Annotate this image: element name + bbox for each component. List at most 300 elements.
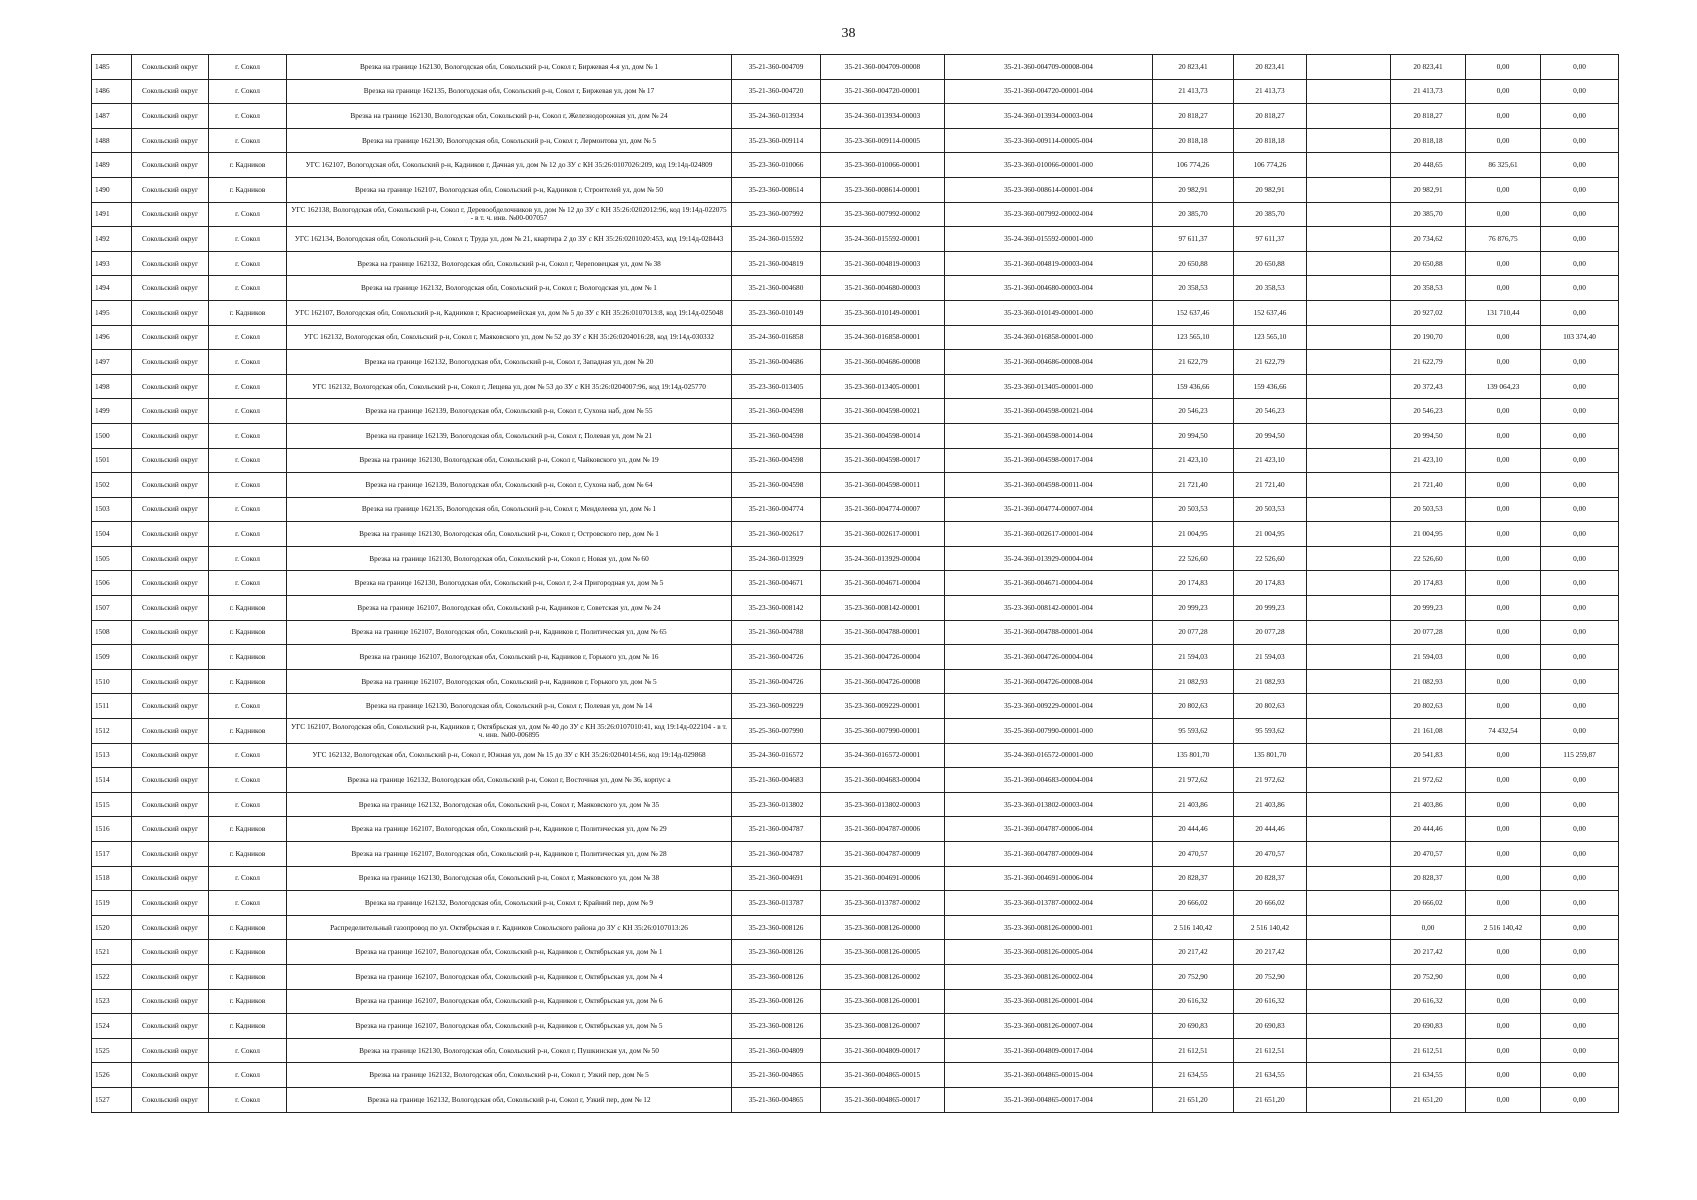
amount-part-a-cell: 21 612,51 <box>1391 1038 1466 1063</box>
district-cell: Сокольский округ <box>132 276 209 301</box>
amount-part-c-cell: 0,00 <box>1541 989 1619 1014</box>
amount-part-c-cell: 115 259,87 <box>1541 743 1619 768</box>
full-code-cell: 35-21-360-004709-00008-004 <box>945 55 1153 80</box>
table-row <box>92 202 1619 227</box>
object-code-cell: 35-21-360-004726-00004 <box>821 645 945 670</box>
object-description-cell: Врезка на границе 162107, Вологодская обл, Сокольский р-н, Кадников г, Советская ул, дом № 24 <box>287 596 732 621</box>
table-row <box>92 891 1619 916</box>
full-code-cell: 35-23-360-013787-00002-004 <box>945 891 1153 916</box>
district-cell: Сокольский округ <box>132 350 209 375</box>
table-row <box>92 350 1619 375</box>
object-description-cell: Врезка на границе 162130, Вологодская обл, Сокольский р-н, Сокол г, Биржевая 4-я ул, дом № 1 <box>287 55 732 80</box>
amount-cell: 20 358,53 <box>1234 276 1307 301</box>
amount-part-a-cell: 20 823,41 <box>1391 55 1466 80</box>
empty-cell <box>1307 915 1391 940</box>
object-description-cell: УГС 162132, Вологодская обл, Сокольский р-н, Сокол г, Южная ул, дом № 15 до ЗУ с КН 35:26:0204014:56, код 19:14д-029868 <box>287 743 732 768</box>
full-code-cell: 35-23-360-008126-00000-001 <box>945 915 1153 940</box>
amount-total-cell: 21 403,86 <box>1153 792 1234 817</box>
empty-cell <box>1307 792 1391 817</box>
amount-part-c-cell: 0,00 <box>1541 842 1619 867</box>
full-code-cell: 35-21-360-004671-00004-004 <box>945 571 1153 596</box>
object-description-cell: Врезка на границе 162107, Вологодская обл, Сокольский р-н, Кадников г, Строителей ул, дом № 50 <box>287 177 732 202</box>
locality-cell: г. Кадников <box>209 915 287 940</box>
amount-cell: 21 634,55 <box>1234 1063 1307 1088</box>
page-number: 38 <box>841 26 856 41</box>
locality-cell: г. Сокол <box>209 522 287 547</box>
amount-part-a-cell: 21 594,03 <box>1391 645 1466 670</box>
full-code-cell: 35-21-360-004865-00017-004 <box>945 1087 1153 1112</box>
amount-part-a-cell: 21 423,10 <box>1391 448 1466 473</box>
district-cell: Сокольский округ <box>132 423 209 448</box>
amount-part-c-cell: 0,00 <box>1541 374 1619 399</box>
object-description-cell: УГС 162132, Вологодская обл, Сокольский р-н, Сокол г, Лещева ул, дом № 53 до ЗУ с КН 35:26:0204007:96, код 19:14д-025770 <box>287 374 732 399</box>
locality-cell: г. Кадников <box>209 645 287 670</box>
amount-total-cell: 123 565,10 <box>1153 325 1234 350</box>
amount-part-c-cell: 0,00 <box>1541 1014 1619 1039</box>
amount-part-b-cell: 0,00 <box>1466 1087 1541 1112</box>
object-description-cell: УГС 162107, Вологодская обл, Сокольский р-н, Кадников г, Октябрьская ул, дом № 40 до ЗУ с КН 35:26:0107010:41, код 19:14д-022104 - в т. ч. инв. №00-006895 <box>287 719 732 744</box>
district-cell: Сокольский округ <box>132 645 209 670</box>
table-row <box>92 694 1619 719</box>
locality-cell: г. Сокол <box>209 694 287 719</box>
amount-cell: 21 972,62 <box>1234 768 1307 793</box>
amount-part-a-cell: 21 651,20 <box>1391 1087 1466 1112</box>
full-code-cell: 35-21-360-004787-00009-004 <box>945 842 1153 867</box>
amount-part-a-cell: 20 828,37 <box>1391 866 1466 891</box>
amount-part-b-cell: 0,00 <box>1466 620 1541 645</box>
code-cell: 35-23-360-008126 <box>732 989 821 1014</box>
locality-cell: г. Сокол <box>209 350 287 375</box>
row-number-cell: 1519 <box>92 891 132 916</box>
empty-cell <box>1307 497 1391 522</box>
full-code-cell: 35-23-360-013405-00001-000 <box>945 374 1153 399</box>
amount-part-b-cell: 0,00 <box>1466 251 1541 276</box>
empty-cell <box>1307 620 1391 645</box>
amount-part-b-cell: 0,00 <box>1466 866 1541 891</box>
amount-total-cell: 97 611,37 <box>1153 227 1234 252</box>
amount-part-c-cell: 0,00 <box>1541 448 1619 473</box>
row-number-cell: 1494 <box>92 276 132 301</box>
object-description-cell: Врезка на границе 162107, Вологодская обл, Сокольский р-н, Кадников г, Горького ул, дом № 16 <box>287 645 732 670</box>
locality-cell: г. Сокол <box>209 55 287 80</box>
amount-part-b-cell: 0,00 <box>1466 546 1541 571</box>
amount-cell: 20 818,18 <box>1234 128 1307 153</box>
amount-part-b-cell: 0,00 <box>1466 964 1541 989</box>
full-code-cell: 35-23-360-009114-00005-004 <box>945 128 1153 153</box>
amount-cell: 95 593,62 <box>1234 719 1307 744</box>
amount-part-c-cell: 0,00 <box>1541 423 1619 448</box>
amount-part-b-cell: 0,00 <box>1466 448 1541 473</box>
locality-cell: г. Сокол <box>209 448 287 473</box>
code-cell: 35-21-360-004726 <box>732 645 821 670</box>
code-cell: 35-21-360-004691 <box>732 866 821 891</box>
amount-part-a-cell: 20 358,53 <box>1391 276 1466 301</box>
amount-part-c-cell: 0,00 <box>1541 104 1619 129</box>
table-row <box>92 276 1619 301</box>
code-cell: 35-21-360-004709 <box>732 55 821 80</box>
amount-total-cell: 20 823,41 <box>1153 55 1234 80</box>
amount-total-cell: 95 593,62 <box>1153 719 1234 744</box>
amount-part-c-cell: 0,00 <box>1541 55 1619 80</box>
empty-cell <box>1307 227 1391 252</box>
code-cell: 35-23-360-008126 <box>732 1014 821 1039</box>
table-row <box>92 1063 1619 1088</box>
amount-part-a-cell: 20 818,27 <box>1391 104 1466 129</box>
amount-part-a-cell: 20 470,57 <box>1391 842 1466 867</box>
locality-cell: г. Кадников <box>209 620 287 645</box>
amount-cell: 22 526,60 <box>1234 546 1307 571</box>
code-cell: 35-21-360-004865 <box>732 1063 821 1088</box>
district-cell: Сокольский округ <box>132 79 209 104</box>
table-row <box>92 374 1619 399</box>
object-description-cell: Врезка на границе 162130, Вологодская обл, Сокольский р-н, Сокол г, Маяковского ул, дом № 38 <box>287 866 732 891</box>
amount-total-cell: 20 666,02 <box>1153 891 1234 916</box>
code-cell: 35-24-360-015592 <box>732 227 821 252</box>
amount-part-c-cell: 0,00 <box>1541 719 1619 744</box>
amount-cell: 20 174,83 <box>1234 571 1307 596</box>
row-number-cell: 1518 <box>92 866 132 891</box>
amount-part-c-cell: 0,00 <box>1541 817 1619 842</box>
amount-total-cell: 20 077,28 <box>1153 620 1234 645</box>
table-row <box>92 79 1619 104</box>
amount-cell: 21 594,03 <box>1234 645 1307 670</box>
table-row <box>92 153 1619 178</box>
amount-cell: 106 774,26 <box>1234 153 1307 178</box>
amount-part-c-cell: 0,00 <box>1541 571 1619 596</box>
locality-cell: г. Кадников <box>209 1014 287 1039</box>
amount-cell: 97 611,37 <box>1234 227 1307 252</box>
amount-part-a-cell: 21 161,08 <box>1391 719 1466 744</box>
amount-part-c-cell: 0,00 <box>1541 866 1619 891</box>
amount-part-a-cell: 20 503,53 <box>1391 497 1466 522</box>
full-code-cell: 35-21-360-004598-00011-004 <box>945 473 1153 498</box>
district-cell: Сокольский округ <box>132 55 209 80</box>
code-cell: 35-21-360-004865 <box>732 1087 821 1112</box>
empty-cell <box>1307 546 1391 571</box>
amount-part-c-cell: 0,00 <box>1541 497 1619 522</box>
code-cell: 35-21-360-004683 <box>732 768 821 793</box>
full-code-cell: 35-21-360-004774-00007-004 <box>945 497 1153 522</box>
code-cell: 35-21-360-004598 <box>732 448 821 473</box>
object-code-cell: 35-23-360-008126-00000 <box>821 915 945 940</box>
amount-part-b-cell: 0,00 <box>1466 645 1541 670</box>
amount-part-c-cell: 0,00 <box>1541 596 1619 621</box>
amount-total-cell: 21 972,62 <box>1153 768 1234 793</box>
amount-part-a-cell: 20 734,62 <box>1391 227 1466 252</box>
amount-total-cell: 20 444,46 <box>1153 817 1234 842</box>
code-cell: 35-23-360-008142 <box>732 596 821 621</box>
full-code-cell: 35-21-360-004726-00008-004 <box>945 669 1153 694</box>
amount-part-a-cell: 21 721,40 <box>1391 473 1466 498</box>
full-code-cell: 35-21-360-004726-00004-004 <box>945 645 1153 670</box>
full-code-cell: 35-23-360-008126-00005-004 <box>945 940 1153 965</box>
amount-part-a-cell: 21 622,79 <box>1391 350 1466 375</box>
district-cell: Сокольский округ <box>132 522 209 547</box>
locality-cell: г. Сокол <box>209 374 287 399</box>
row-number-cell: 1493 <box>92 251 132 276</box>
row-number-cell: 1525 <box>92 1038 132 1063</box>
row-number-cell: 1504 <box>92 522 132 547</box>
table-row <box>92 448 1619 473</box>
code-cell: 35-21-360-004598 <box>732 399 821 424</box>
amount-part-a-cell: 0,00 <box>1391 915 1466 940</box>
row-number-cell: 1514 <box>92 768 132 793</box>
object-code-cell: 35-24-360-015592-00001 <box>821 227 945 252</box>
district-cell: Сокольский округ <box>132 891 209 916</box>
amount-total-cell: 20 217,42 <box>1153 940 1234 965</box>
district-cell: Сокольский округ <box>132 989 209 1014</box>
object-code-cell: 35-23-360-013405-00001 <box>821 374 945 399</box>
empty-cell <box>1307 55 1391 80</box>
amount-part-a-cell: 20 546,23 <box>1391 399 1466 424</box>
district-cell: Сокольский округ <box>132 596 209 621</box>
empty-cell <box>1307 448 1391 473</box>
row-number-cell: 1524 <box>92 1014 132 1039</box>
amount-total-cell: 22 526,60 <box>1153 546 1234 571</box>
amount-part-b-cell: 0,00 <box>1466 423 1541 448</box>
amount-part-a-cell: 21 082,93 <box>1391 669 1466 694</box>
amount-part-a-cell: 20 174,83 <box>1391 571 1466 596</box>
amount-total-cell: 20 546,23 <box>1153 399 1234 424</box>
code-cell: 35-21-360-004598 <box>732 473 821 498</box>
amount-part-b-cell: 0,00 <box>1466 1014 1541 1039</box>
amount-total-cell: 21 413,73 <box>1153 79 1234 104</box>
object-description-cell: Врезка на границе 162139, Вологодская обл, Сокольский р-н, Сокол г, Сухона наб, дом № 55 <box>287 399 732 424</box>
code-cell: 35-21-360-004686 <box>732 350 821 375</box>
amount-total-cell: 106 774,26 <box>1153 153 1234 178</box>
object-description-cell: Врезка на границе 162132, Вологодская обл, Сокольский р-н, Сокол г, Восточная ул, дом № 36, корпус а <box>287 768 732 793</box>
object-description-cell: Врезка на границе 162107, Вологодская обл, Сокольский р-н, Кадников г, Горького ул, дом № 5 <box>287 669 732 694</box>
object-code-cell: 35-23-360-013802-00003 <box>821 792 945 817</box>
table-row <box>92 1087 1619 1112</box>
full-code-cell: 35-24-360-013929-00004-004 <box>945 546 1153 571</box>
code-cell: 35-21-360-002617 <box>732 522 821 547</box>
district-cell: Сокольский округ <box>132 792 209 817</box>
object-code-cell: 35-23-360-008126-00002 <box>821 964 945 989</box>
table-row <box>92 866 1619 891</box>
amount-part-c-cell: 0,00 <box>1541 546 1619 571</box>
amount-cell: 21 423,10 <box>1234 448 1307 473</box>
row-number-cell: 1503 <box>92 497 132 522</box>
amount-total-cell: 20 385,70 <box>1153 202 1234 227</box>
object-code-cell: 35-25-360-007990-00001 <box>821 719 945 744</box>
amount-part-c-cell: 0,00 <box>1541 128 1619 153</box>
table-row <box>92 300 1619 325</box>
amount-part-a-cell: 20 372,43 <box>1391 374 1466 399</box>
district-cell: Сокольский округ <box>132 940 209 965</box>
code-cell: 35-21-360-004671 <box>732 571 821 596</box>
row-number-cell: 1488 <box>92 128 132 153</box>
district-cell: Сокольский округ <box>132 669 209 694</box>
row-number-cell: 1520 <box>92 915 132 940</box>
amount-part-c-cell: 0,00 <box>1541 153 1619 178</box>
amount-cell: 20 752,90 <box>1234 964 1307 989</box>
full-code-cell: 35-24-360-013934-00003-004 <box>945 104 1153 129</box>
amount-part-c-cell: 0,00 <box>1541 940 1619 965</box>
district-cell: Сокольский округ <box>132 374 209 399</box>
locality-cell: г. Сокол <box>209 104 287 129</box>
object-code-cell: 35-21-360-004787-00006 <box>821 817 945 842</box>
locality-cell: г. Сокол <box>209 743 287 768</box>
object-code-cell: 35-21-360-004598-00021 <box>821 399 945 424</box>
district-cell: Сокольский округ <box>132 768 209 793</box>
full-code-cell: 35-21-360-004691-00006-004 <box>945 866 1153 891</box>
object-description-cell: Врезка на границе 162132, Вологодская обл, Сокольский р-н, Сокол г, Узкий пер, дом № 12 <box>287 1087 732 1112</box>
amount-part-b-cell: 76 876,75 <box>1466 227 1541 252</box>
amount-part-c-cell: 0,00 <box>1541 522 1619 547</box>
amount-total-cell: 21 612,51 <box>1153 1038 1234 1063</box>
row-number-cell: 1492 <box>92 227 132 252</box>
amount-part-c-cell: 0,00 <box>1541 645 1619 670</box>
object-code-cell: 35-24-360-016572-00001 <box>821 743 945 768</box>
object-code-cell: 35-21-360-004788-00001 <box>821 620 945 645</box>
object-description-cell: Врезка на границе 162130, Вологодская обл, Сокольский р-н, Сокол г, Лермонтова ул, дом № 5 <box>287 128 732 153</box>
amount-part-a-cell: 20 927,02 <box>1391 300 1466 325</box>
table-row <box>92 817 1619 842</box>
district-cell: Сокольский округ <box>132 571 209 596</box>
full-code-cell: 35-23-360-010149-00001-000 <box>945 300 1153 325</box>
locality-cell: г. Сокол <box>209 1063 287 1088</box>
empty-cell <box>1307 177 1391 202</box>
amount-cell: 21 413,73 <box>1234 79 1307 104</box>
object-code-cell: 35-23-360-008126-00001 <box>821 989 945 1014</box>
full-code-cell: 35-21-360-004683-00004-004 <box>945 768 1153 793</box>
table-row <box>92 792 1619 817</box>
object-code-cell: 35-21-360-004726-00008 <box>821 669 945 694</box>
amount-total-cell: 152 637,46 <box>1153 300 1234 325</box>
object-code-cell: 35-21-360-004809-00017 <box>821 1038 945 1063</box>
empty-cell <box>1307 571 1391 596</box>
amount-part-b-cell: 0,00 <box>1466 891 1541 916</box>
empty-cell <box>1307 842 1391 867</box>
empty-cell <box>1307 596 1391 621</box>
amount-total-cell: 21 651,20 <box>1153 1087 1234 1112</box>
amount-part-c-cell: 0,00 <box>1541 177 1619 202</box>
object-description-cell: Врезка на границе 162132, Вологодская обл, Сокольский р-н, Сокол г, Вологодская ул, дом № 1 <box>287 276 732 301</box>
amount-cell: 20 823,41 <box>1234 55 1307 80</box>
empty-cell <box>1307 104 1391 129</box>
object-description-cell: Врезка на границе 162132, Вологодская обл, Сокольский р-н, Сокол г, Крайний пер, дом № 9 <box>287 891 732 916</box>
amount-part-c-cell: 0,00 <box>1541 202 1619 227</box>
amount-total-cell: 20 752,90 <box>1153 964 1234 989</box>
amount-part-b-cell: 0,00 <box>1466 1038 1541 1063</box>
table-row <box>92 842 1619 867</box>
full-code-cell: 35-23-360-009229-00001-004 <box>945 694 1153 719</box>
amount-part-b-cell: 0,00 <box>1466 79 1541 104</box>
amount-total-cell: 135 801,70 <box>1153 743 1234 768</box>
empty-cell <box>1307 1038 1391 1063</box>
object-code-cell: 35-21-360-004671-00004 <box>821 571 945 596</box>
locality-cell: г. Кадников <box>209 177 287 202</box>
amount-cell: 20 385,70 <box>1234 202 1307 227</box>
table-row <box>92 620 1619 645</box>
object-code-cell: 35-21-360-004709-00008 <box>821 55 945 80</box>
amount-part-b-cell: 0,00 <box>1466 497 1541 522</box>
amount-part-b-cell: 0,00 <box>1466 596 1541 621</box>
amount-part-b-cell: 0,00 <box>1466 325 1541 350</box>
empty-cell <box>1307 300 1391 325</box>
amount-part-b-cell: 0,00 <box>1466 202 1541 227</box>
amount-part-b-cell: 0,00 <box>1466 842 1541 867</box>
amount-total-cell: 159 436,66 <box>1153 374 1234 399</box>
object-code-cell: 35-24-360-016858-00001 <box>821 325 945 350</box>
locality-cell: г. Кадников <box>209 153 287 178</box>
empty-cell <box>1307 817 1391 842</box>
table-row <box>92 669 1619 694</box>
amount-total-cell: 20 818,27 <box>1153 104 1234 129</box>
district-cell: Сокольский округ <box>132 964 209 989</box>
amount-part-a-cell: 20 077,28 <box>1391 620 1466 645</box>
empty-cell <box>1307 645 1391 670</box>
table-row <box>92 940 1619 965</box>
full-code-cell: 35-23-360-008126-00001-004 <box>945 989 1153 1014</box>
amount-part-c-cell: 0,00 <box>1541 964 1619 989</box>
amount-total-cell: 20 650,88 <box>1153 251 1234 276</box>
amount-cell: 20 994,50 <box>1234 423 1307 448</box>
amount-part-a-cell: 20 802,63 <box>1391 694 1466 719</box>
empty-cell <box>1307 251 1391 276</box>
locality-cell: г. Кадников <box>209 842 287 867</box>
code-cell: 35-23-360-008614 <box>732 177 821 202</box>
locality-cell: г. Сокол <box>209 497 287 522</box>
amount-part-b-cell: 0,00 <box>1466 522 1541 547</box>
amount-part-c-cell: 0,00 <box>1541 694 1619 719</box>
table-row <box>92 325 1619 350</box>
object-description-cell: Врезка на границе 162107, Вологодская обл, Сокольский р-н, Кадников г, Политическая ул, дом № 65 <box>287 620 732 645</box>
object-code-cell: 35-21-360-004720-00001 <box>821 79 945 104</box>
amount-cell: 21 082,93 <box>1234 669 1307 694</box>
district-cell: Сокольский округ <box>132 251 209 276</box>
table-row <box>92 473 1619 498</box>
full-code-cell: 35-23-360-008126-00007-004 <box>945 1014 1153 1039</box>
locality-cell: г. Сокол <box>209 1087 287 1112</box>
object-description-cell: Врезка на границе 162135, Вологодская обл, Сокольский р-н, Сокол г, Менделеева ул, дом № 1 <box>287 497 732 522</box>
district-cell: Сокольский округ <box>132 817 209 842</box>
row-number-cell: 1502 <box>92 473 132 498</box>
amount-part-c-cell: 0,00 <box>1541 1087 1619 1112</box>
amount-total-cell: 20 802,63 <box>1153 694 1234 719</box>
amount-part-b-cell: 0,00 <box>1466 792 1541 817</box>
row-number-cell: 1521 <box>92 940 132 965</box>
amount-part-a-cell: 20 982,91 <box>1391 177 1466 202</box>
amount-total-cell: 20 994,50 <box>1153 423 1234 448</box>
amount-part-c-cell: 0,00 <box>1541 350 1619 375</box>
amount-cell: 20 982,91 <box>1234 177 1307 202</box>
district-cell: Сокольский округ <box>132 1087 209 1112</box>
table-row <box>92 743 1619 768</box>
row-number-cell: 1489 <box>92 153 132 178</box>
row-number-cell: 1487 <box>92 104 132 129</box>
table-row <box>92 915 1619 940</box>
district-cell: Сокольский округ <box>132 128 209 153</box>
object-code-cell: 35-23-360-007992-00002 <box>821 202 945 227</box>
object-code-cell: 35-23-360-008142-00001 <box>821 596 945 621</box>
district-cell: Сокольский округ <box>132 153 209 178</box>
row-number-cell: 1508 <box>92 620 132 645</box>
row-number-cell: 1526 <box>92 1063 132 1088</box>
object-description-cell: Врезка на границе 162139, Вологодская обл, Сокольский р-н, Сокол г, Полевая ул, дом № 21 <box>287 423 732 448</box>
object-code-cell: 35-21-360-004598-00017 <box>821 448 945 473</box>
amount-part-a-cell: 21 004,95 <box>1391 522 1466 547</box>
object-description-cell: Врезка на границе 162130, Вологодская обл, Сокольский р-н, Сокол г, Полевая ул, дом № 14 <box>287 694 732 719</box>
code-cell: 35-21-360-004788 <box>732 620 821 645</box>
empty-cell <box>1307 940 1391 965</box>
locality-cell: г. Сокол <box>209 473 287 498</box>
full-code-cell: 35-21-360-002617-00001-004 <box>945 522 1153 547</box>
object-description-cell: УГС 162107, Вологодская обл, Сокольский р-н, Кадников г, Красноармейская ул, дом № 5 до ЗУ с КН 35:26:0107013:8, код 19:14д-025048 <box>287 300 732 325</box>
amount-part-b-cell: 0,00 <box>1466 55 1541 80</box>
district-cell: Сокольский округ <box>132 1038 209 1063</box>
